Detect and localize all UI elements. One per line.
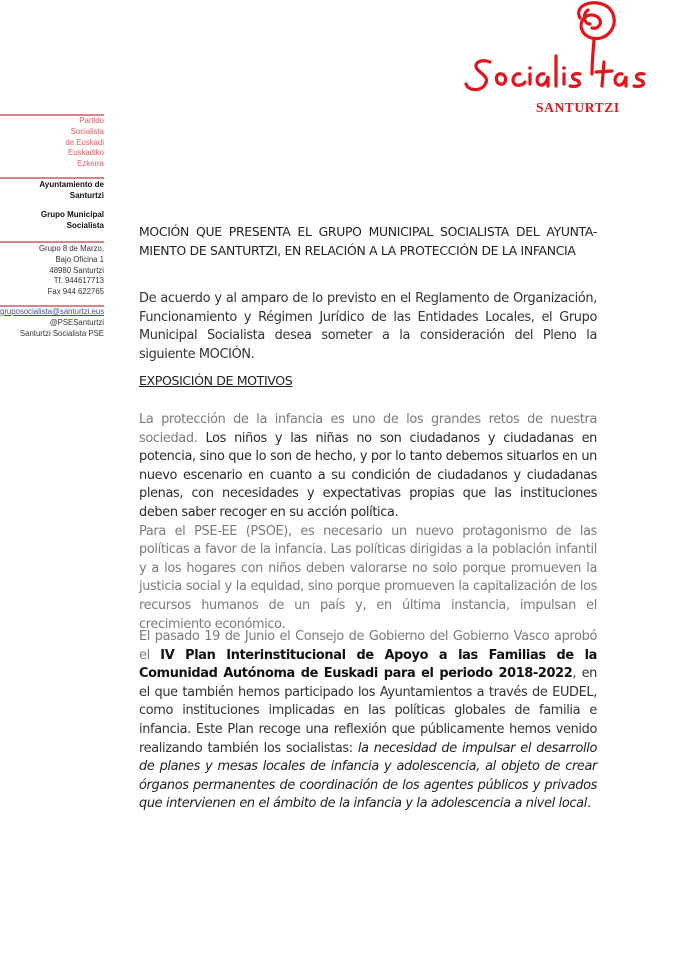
twitter-handle: @PSESanturtzi [49, 317, 104, 327]
plan-lead: El pasado 19 de Junio el Consejo de Gobierno del Gobierno Vasco aprobó el [139, 629, 597, 663]
plan-end: . [586, 796, 591, 812]
contact-block [0, 307, 104, 339]
logo-subtitle: SANTURTZI [536, 100, 620, 115]
divider [0, 177, 104, 179]
motives-lead-sentence: La protección de la infancia es uno de los grandes retos de nuestra sociedad. [139, 412, 597, 446]
socialistas-logo [462, 0, 652, 118]
party-line: Ezkerra [77, 159, 104, 169]
group-line: Socialista [66, 220, 104, 230]
document-title: MOCIÓN QUE PRESENTA EL GRUPO MUNICIPAL SOCIALISTA DEL AYUNTA-MIENTO DE SANTURTZI, EN RELACIÓN A LA PROTECCIÓN DE LA INFANCIA [139, 224, 597, 258]
fax-line: Fax 944 622765 [47, 287, 104, 297]
institution-name [0, 180, 104, 202]
address-line: 48980 Santurtzi [49, 265, 104, 275]
rose-icon [462, 0, 652, 100]
facebook-page: Santurtzi Socialista PSE [19, 328, 104, 338]
group-line: Grupo Municipal [40, 210, 104, 219]
plan-body: , en el que también hemos participado los Ayuntamientos a través de EUDEL, como instituciones implicadas en las políticas globales de familia e infancia. Este Plan recoge una reflexión que públicamente hemos venido realizando también los socialistas: [139, 666, 597, 756]
plan-quote: la necesidad de impulsar el desarrollo de planes y mesas locales de infancia y adolescencia, al objeto de crear órganos permanentes de coordinación de los agentes públicos y privados que intervienen en el ámbito de la infancia y la adolescencia a nivel local [139, 740, 597, 812]
group-name [0, 210, 104, 232]
institution-line: Santurtzi [69, 190, 104, 200]
divider [0, 241, 104, 243]
address-line: Bajo Oficina 1 [55, 254, 104, 264]
party-name [0, 116, 104, 170]
plan-title: IV Plan Interinstitucional de Apoyo a las Familias de la Comunidad Autónoma de Euskadi para el periodo 2018-2022 [139, 647, 597, 682]
phone-line: Tf. 944617713 [53, 276, 104, 286]
intro-paragraph: De acuerdo y al amparo de lo previsto en el Reglamento de Organización, Funcionamiento y Régimen Jurídico de las Entidades Locales, el Grupo Municipal Socialista desea someter a la consideración del Pleno la siguiente MOCIÓN. [139, 291, 597, 362]
party-line: Euskadiko [68, 148, 104, 158]
motives-second: Para el PSE-EE (PSOE), es necesario un nuevo protagonismo de las políticas a favor de la infancia. Las políticas dirigidas a la población infantil y a los hogares con niños deben valorarse no solo porque promueven la justicia social y la equidad, sino porque promueven la capitalización de los recursos humanos de un país y, en última instancia, impulsan el crecimiento económico. [139, 523, 597, 632]
party-line: de Euskadi [65, 137, 104, 147]
party-line: Socialista [70, 126, 104, 136]
email-link[interactable]: gruposocialista@santurtzi.eus [0, 307, 105, 316]
section-heading: EXPOSICIÓN DE MOTIVOS [139, 373, 293, 388]
motives-paragraph [139, 411, 597, 634]
address-line: Grupo 8 de Marzo, [38, 244, 104, 253]
address-block [0, 244, 104, 298]
party-line: Partido [79, 116, 104, 125]
motives-body: Los niños y las niñas no son ciudadanos y ciudadanas en potencia, sino que lo son de hecho, y por lo tanto debemos situarlos en un nuevo escenario en cuanto a su condición de ciudadanos y ciudadanas plenas, con necesidades y expectativas propias que las instituciones deben saber recoger en su acción política. [139, 430, 598, 520]
plan-paragraph [139, 628, 597, 814]
institution-line: Ayuntamiento de [39, 180, 104, 189]
